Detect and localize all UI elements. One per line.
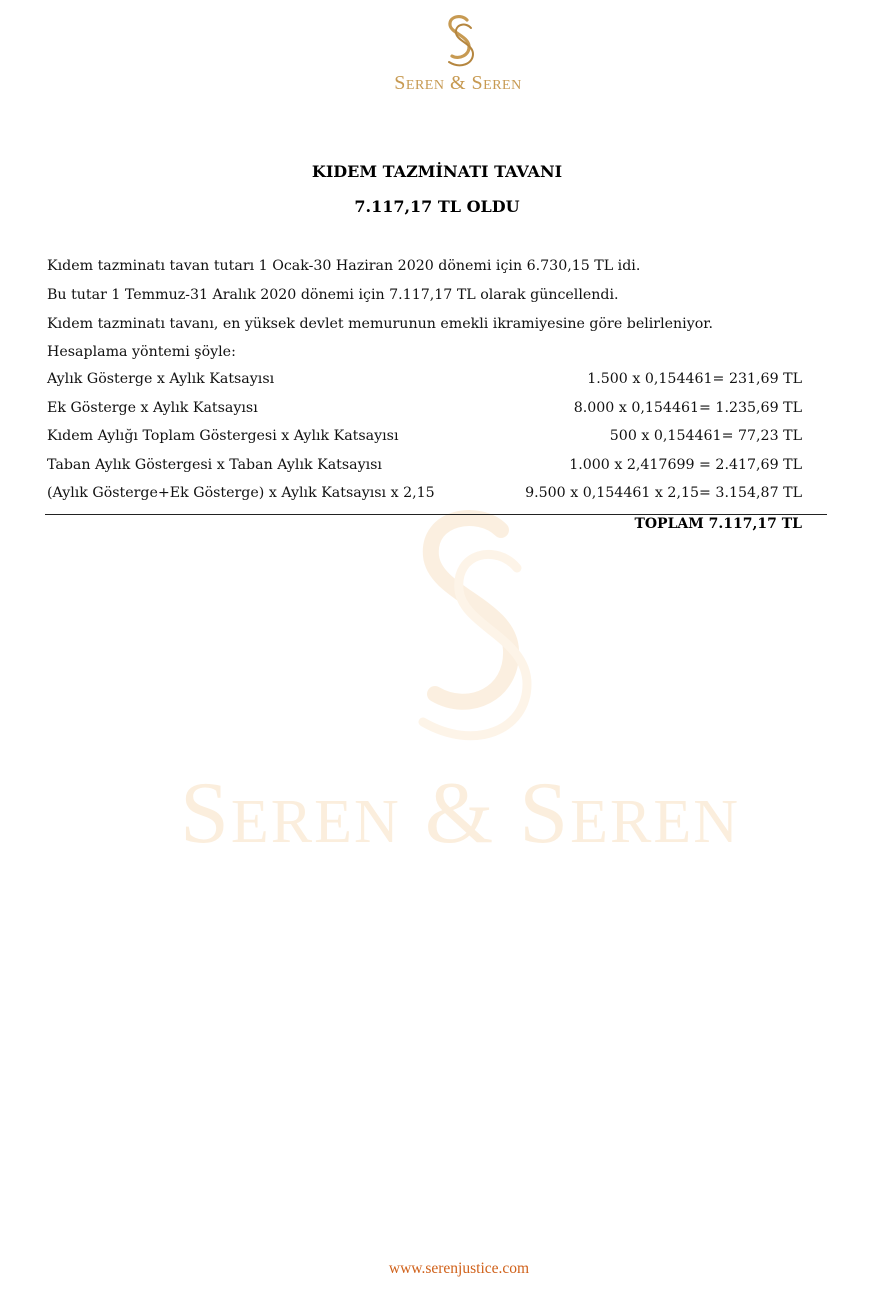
calc-value: 9.500 x 0,154461 x 2,15= 3.154,87 TL [525,485,802,501]
header-logo [372,10,544,98]
paragraph-previous-cap: Kıdem tazminatı tavan tutarı 1 Ocak-30 Haziran 2020 dönemi için 6.730,15 TL idi. [47,258,641,274]
calc-row [47,457,802,479]
calc-label: Kıdem Aylığı Toplam Göstergesi x Aylık Katsayısı [47,428,399,444]
watermark-brand: Seren & Seren [179,765,741,862]
calc-label: Ek Gösterge x Aylık Katsayısı [47,400,258,416]
page-subtitle: 7.117,17 TL OLDU [354,197,520,216]
calc-value: 8.000 x 0,154461= 1.235,69 TL [573,400,802,416]
paragraph-basis: Kıdem tazminatı tavanı, en yüksek devlet memurunun emekli ikramiyesine göre belirleniyor. [47,316,713,332]
page-title: KIDEM TAZMİNATI TAVANI [311,162,563,181]
calc-label: Taban Aylık Göstergesi x Taban Aylık Katsayısı [47,457,382,473]
calc-value: 500 x 0,154461= 77,23 TL [609,428,802,444]
total-divider [45,514,827,515]
paragraph-method-intro: Hesaplama yöntemi şöyle: [47,344,236,360]
calc-label: (Aylık Gösterge+Ek Gösterge) x Aylık Katsayısı x 2,15 [47,485,435,501]
calc-value: 1.000 x 2,417699 = 2.417,69 TL [569,457,802,473]
calc-row [47,485,802,507]
ss-monogram-watermark-icon [405,508,533,754]
calc-label: Aylık Gösterge x Aylık Katsayısı [47,371,275,387]
paragraph-updated-cap: Bu tutar 1 Temmuz-31 Aralık 2020 dönemi için 7.117,17 TL olarak güncellendi. [47,287,619,303]
calc-value: 1.500 x 0,154461= 231,69 TL [587,371,802,387]
calc-row [47,400,802,422]
calc-row [47,371,802,393]
calc-row [47,428,802,450]
brand-name: Seren & Seren [394,72,522,94]
total-amount: TOPLAM 7.117,17 TL [634,516,802,532]
footer-website-link[interactable]: www.serenjustice.com [388,1260,530,1277]
ss-monogram-icon [443,14,475,70]
